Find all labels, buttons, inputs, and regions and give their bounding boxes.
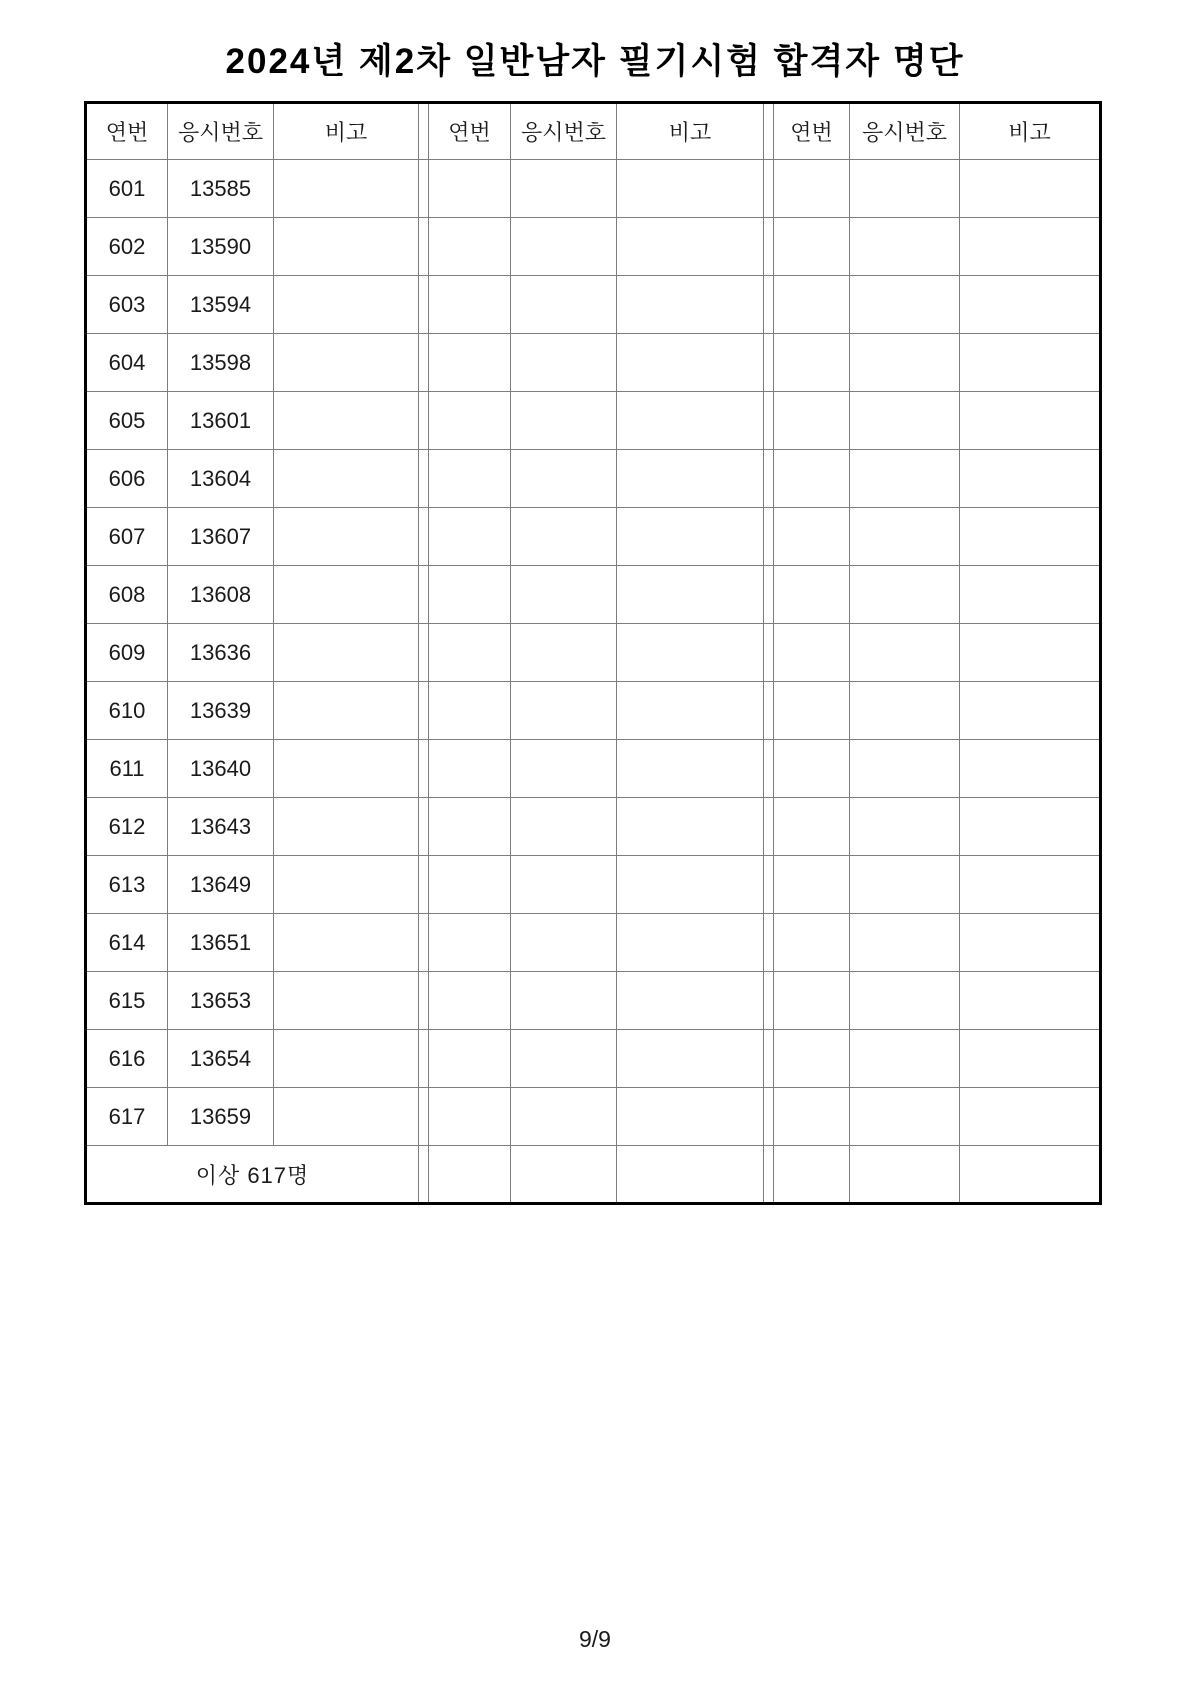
group-separator [764, 334, 774, 392]
seq-cell: 614 [86, 914, 168, 972]
note-cell [274, 682, 419, 740]
seq-cell: 606 [86, 450, 168, 508]
group-separator [764, 103, 774, 160]
group-separator [419, 566, 429, 624]
group-separator [419, 856, 429, 914]
seq-cell: 616 [86, 1030, 168, 1088]
seq-cell: 613 [86, 856, 168, 914]
note-cell [274, 914, 419, 972]
seq-cell [429, 914, 511, 972]
note-cell [960, 450, 1101, 508]
applicant-no-cell [511, 798, 617, 856]
applicant-no-cell [511, 566, 617, 624]
seq-cell [774, 972, 850, 1030]
note-cell [617, 1146, 764, 1204]
applicant-no-cell [850, 624, 960, 682]
applicant-no-cell: 13594 [168, 276, 274, 334]
note-cell [274, 798, 419, 856]
seq-cell [774, 624, 850, 682]
seq-cell [774, 450, 850, 508]
table-row [86, 1030, 1101, 1088]
table-row [86, 276, 1101, 334]
note-cell [617, 566, 764, 624]
group-separator [419, 334, 429, 392]
note-cell [960, 276, 1101, 334]
seq-cell [429, 218, 511, 276]
table-row [86, 566, 1101, 624]
seq-cell [774, 856, 850, 914]
group-separator [419, 682, 429, 740]
note-cell [960, 1146, 1101, 1204]
header-applicant-no: 응시번호 [511, 103, 617, 160]
seq-cell [774, 682, 850, 740]
seq-cell [429, 856, 511, 914]
note-cell [274, 1030, 419, 1088]
group-separator [764, 450, 774, 508]
applicant-no-cell: 13636 [168, 624, 274, 682]
applicant-no-cell: 13590 [168, 218, 274, 276]
seq-cell: 608 [86, 566, 168, 624]
seq-cell: 603 [86, 276, 168, 334]
group-separator [764, 972, 774, 1030]
seq-cell [774, 508, 850, 566]
note-cell [960, 682, 1101, 740]
header-seq: 연번 [86, 103, 168, 160]
table-row [86, 508, 1101, 566]
seq-cell: 615 [86, 972, 168, 1030]
seq-cell [429, 334, 511, 392]
applicant-no-cell: 13607 [168, 508, 274, 566]
applicant-no-cell: 13604 [168, 450, 274, 508]
applicant-no-cell [511, 972, 617, 1030]
applicant-no-cell [850, 1088, 960, 1146]
applicant-no-cell [511, 740, 617, 798]
note-cell [960, 160, 1101, 218]
table-row [86, 682, 1101, 740]
seq-cell [774, 1146, 850, 1204]
seq-cell [774, 218, 850, 276]
seq-cell: 609 [86, 624, 168, 682]
table-row [86, 450, 1101, 508]
page-title: 2024년 제2차 일반남자 필기시험 합격자 명단 [225, 42, 965, 81]
applicant-no-cell: 13654 [168, 1030, 274, 1088]
applicant-no-cell [511, 334, 617, 392]
seq-cell: 605 [86, 392, 168, 450]
applicant-no-cell: 13585 [168, 160, 274, 218]
group-separator [419, 914, 429, 972]
seq-cell: 602 [86, 218, 168, 276]
applicant-no-cell [511, 160, 617, 218]
applicant-no-cell [511, 856, 617, 914]
header-applicant-no: 응시번호 [850, 103, 960, 160]
table-row [86, 218, 1101, 276]
group-separator [764, 624, 774, 682]
table-row [86, 740, 1101, 798]
applicant-no-cell [850, 392, 960, 450]
applicant-no-cell [850, 972, 960, 1030]
note-cell [274, 972, 419, 1030]
group-separator [419, 624, 429, 682]
note-cell [617, 914, 764, 972]
note-cell [274, 160, 419, 218]
applicant-no-cell [850, 218, 960, 276]
applicant-no-cell [850, 508, 960, 566]
seq-cell [429, 276, 511, 334]
page-number: 9/9 [579, 1626, 611, 1652]
group-separator [764, 1088, 774, 1146]
seq-cell [429, 682, 511, 740]
applicant-no-cell [511, 276, 617, 334]
applicant-no-cell [850, 160, 960, 218]
table-row [86, 856, 1101, 914]
note-cell [617, 1030, 764, 1088]
seq-cell [774, 1030, 850, 1088]
seq-cell: 607 [86, 508, 168, 566]
seq-cell [429, 1030, 511, 1088]
note-cell [617, 798, 764, 856]
applicant-no-cell [511, 508, 617, 566]
seq-cell [774, 160, 850, 218]
applicant-no-cell: 13651 [168, 914, 274, 972]
seq-cell [429, 740, 511, 798]
applicant-no-cell [511, 1146, 617, 1204]
note-cell [617, 740, 764, 798]
group-separator [764, 392, 774, 450]
applicant-no-cell: 13649 [168, 856, 274, 914]
group-separator [764, 566, 774, 624]
note-cell [617, 276, 764, 334]
applicant-no-cell [850, 566, 960, 624]
seq-cell [774, 392, 850, 450]
applicant-no-cell [850, 1146, 960, 1204]
seq-cell [774, 914, 850, 972]
note-cell [617, 508, 764, 566]
group-separator [764, 798, 774, 856]
applicant-no-cell [850, 276, 960, 334]
note-cell [274, 392, 419, 450]
seq-cell: 612 [86, 798, 168, 856]
seq-cell: 610 [86, 682, 168, 740]
applicant-no-cell [850, 798, 960, 856]
note-cell [960, 972, 1101, 1030]
group-separator [419, 798, 429, 856]
table-row [86, 392, 1101, 450]
note-cell [960, 566, 1101, 624]
seq-cell: 604 [86, 334, 168, 392]
note-cell [960, 740, 1101, 798]
note-cell [617, 972, 764, 1030]
group-separator [764, 160, 774, 218]
seq-cell [774, 566, 850, 624]
note-cell [960, 914, 1101, 972]
seq-cell [429, 450, 511, 508]
header-note: 비고 [960, 103, 1101, 160]
applicant-no-cell [850, 682, 960, 740]
group-separator [419, 1088, 429, 1146]
seq-cell [774, 334, 850, 392]
note-cell [274, 1088, 419, 1146]
applicant-no-cell [511, 450, 617, 508]
group-separator [419, 218, 429, 276]
group-separator [419, 740, 429, 798]
group-separator [764, 218, 774, 276]
table-row [86, 624, 1101, 682]
group-separator [764, 1030, 774, 1088]
group-separator [419, 450, 429, 508]
applicant-no-cell [511, 682, 617, 740]
group-separator [764, 508, 774, 566]
seq-cell [429, 1088, 511, 1146]
applicant-no-cell [850, 1030, 960, 1088]
applicant-no-cell: 13653 [168, 972, 274, 1030]
note-cell [274, 740, 419, 798]
applicant-no-cell [511, 914, 617, 972]
applicant-no-cell [850, 914, 960, 972]
applicant-no-cell [850, 450, 960, 508]
applicant-no-cell: 13598 [168, 334, 274, 392]
applicant-no-cell [850, 740, 960, 798]
note-cell [274, 276, 419, 334]
seq-cell [774, 1088, 850, 1146]
note-cell [274, 508, 419, 566]
table-row [86, 1088, 1101, 1146]
header-row [86, 103, 1101, 160]
group-separator [764, 740, 774, 798]
group-separator [764, 914, 774, 972]
seq-cell [429, 392, 511, 450]
seq-cell [429, 1146, 511, 1204]
applicant-no-cell [511, 1088, 617, 1146]
group-separator [419, 972, 429, 1030]
applicant-no-cell [850, 334, 960, 392]
note-cell [617, 1088, 764, 1146]
seq-cell [429, 160, 511, 218]
applicant-no-cell [511, 218, 617, 276]
note-cell [960, 1030, 1101, 1088]
applicant-no-cell: 13601 [168, 392, 274, 450]
table-row [86, 914, 1101, 972]
note-cell [274, 566, 419, 624]
seq-cell [429, 508, 511, 566]
group-separator [419, 103, 429, 160]
group-separator [764, 682, 774, 740]
note-cell [960, 218, 1101, 276]
passers-table [84, 101, 1102, 1205]
group-separator [419, 1030, 429, 1088]
group-separator [764, 856, 774, 914]
note-cell [960, 798, 1101, 856]
seq-cell [429, 972, 511, 1030]
header-note: 비고 [274, 103, 419, 160]
seq-cell [429, 566, 511, 624]
note-cell [960, 508, 1101, 566]
group-separator [419, 508, 429, 566]
note-cell [617, 450, 764, 508]
group-separator [419, 276, 429, 334]
seq-cell: 611 [86, 740, 168, 798]
applicant-no-cell: 13639 [168, 682, 274, 740]
note-cell [960, 624, 1101, 682]
note-cell [617, 682, 764, 740]
note-cell [617, 218, 764, 276]
seq-cell [774, 798, 850, 856]
note-cell [617, 856, 764, 914]
note-cell [960, 392, 1101, 450]
table-row [86, 160, 1101, 218]
seq-cell [429, 624, 511, 682]
group-separator [419, 392, 429, 450]
group-separator [419, 160, 429, 218]
note-cell [960, 1088, 1101, 1146]
note-cell [617, 160, 764, 218]
summary-total-cell: 이상 617명 [86, 1146, 419, 1204]
note-cell [274, 334, 419, 392]
table-row [86, 798, 1101, 856]
applicant-no-cell: 13643 [168, 798, 274, 856]
group-separator [419, 1146, 429, 1204]
seq-cell [429, 798, 511, 856]
note-cell [960, 856, 1101, 914]
note-cell [274, 856, 419, 914]
header-applicant-no: 응시번호 [168, 103, 274, 160]
applicant-no-cell: 13659 [168, 1088, 274, 1146]
header-seq: 연번 [429, 103, 511, 160]
header-seq: 연번 [774, 103, 850, 160]
seq-cell: 601 [86, 160, 168, 218]
group-separator [764, 276, 774, 334]
seq-cell: 617 [86, 1088, 168, 1146]
header-note: 비고 [617, 103, 764, 160]
table-row [86, 334, 1101, 392]
group-separator [764, 1146, 774, 1204]
applicant-no-cell [511, 392, 617, 450]
applicant-no-cell [850, 856, 960, 914]
seq-cell [774, 740, 850, 798]
note-cell [617, 334, 764, 392]
applicant-no-cell: 13608 [168, 566, 274, 624]
note-cell [274, 450, 419, 508]
note-cell [274, 624, 419, 682]
note-cell [617, 392, 764, 450]
applicant-no-cell [511, 624, 617, 682]
note-cell [274, 218, 419, 276]
note-cell [617, 624, 764, 682]
note-cell [960, 334, 1101, 392]
seq-cell [774, 276, 850, 334]
summary-row [86, 1146, 1101, 1204]
table-row [86, 972, 1101, 1030]
applicant-no-cell: 13640 [168, 740, 274, 798]
applicant-no-cell [511, 1030, 617, 1088]
